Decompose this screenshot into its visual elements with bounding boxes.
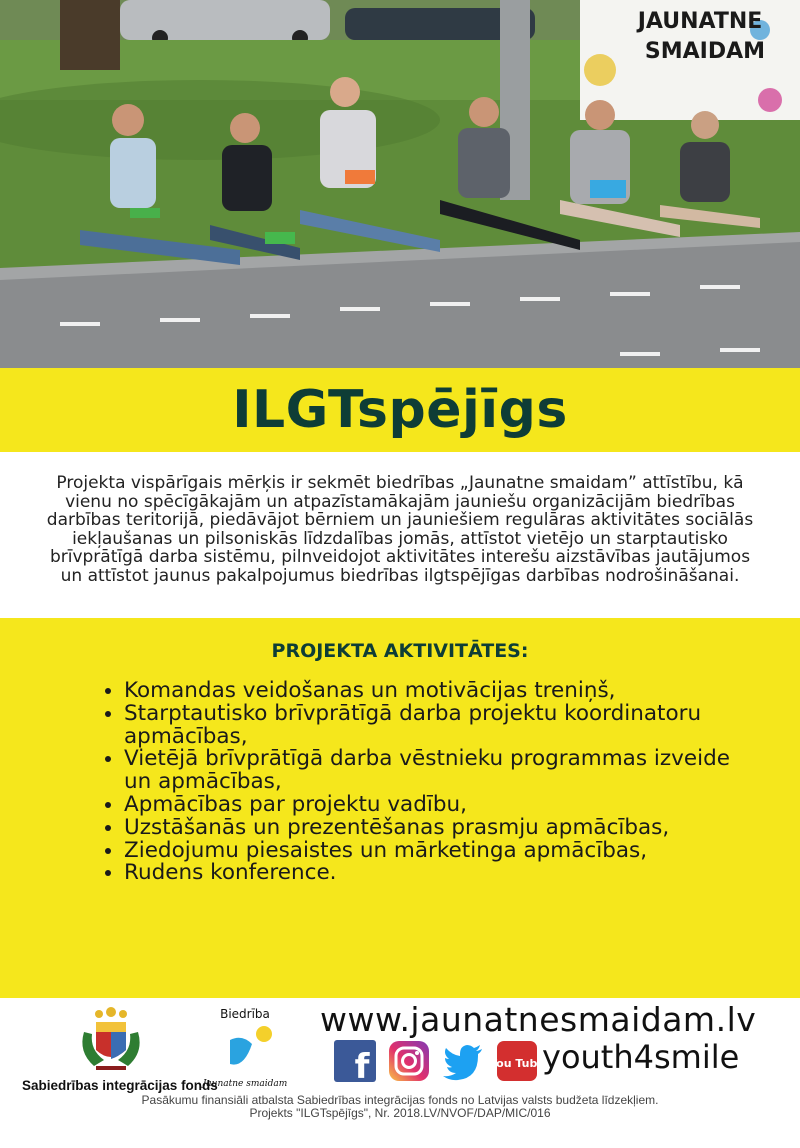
fund-name: Sabiedrības integrācijas fonds [22,1078,218,1093]
logo-top-text: Biedrība [220,1007,270,1021]
website-link[interactable]: www.jaunatnesmaidam.lv [320,1000,757,1039]
activity-item: • Komandas veidošanas un motivācijas treniņš, [124,680,744,703]
page-title: ILGTspējīgs [232,380,568,440]
activity-item: • Apmācības par projektu vadību, [124,794,744,817]
youtube-icon[interactable] [489,1040,545,1082]
club-logo-icon [200,1004,290,1090]
banner-text-1: JAUNATNE [637,9,763,34]
activity-item: • Rudens konference. [124,862,744,885]
title-band [0,368,800,452]
social-icons [334,1040,545,1087]
coat-of-arms-icon [74,1002,148,1076]
activities-list [100,680,744,885]
activity-item: • Uzstāšanās un prezentēšanas prasmju apmācības, [124,817,744,840]
funding-notice [0,1094,800,1119]
hero-photo [0,0,800,368]
funding-notice-line-2: Projekts "ILGTspējīgs", Nr. 2018.LV/NVOF/DAP/MIC/016 [249,1105,551,1120]
activities-section [0,618,800,998]
footer [0,998,800,1148]
logo-bottom-text: Jaunatne smaidam [202,1079,288,1089]
social-handle[interactable]: youth4smile [542,1038,740,1076]
activities-heading: PROJEKTA AKTIVITĀTES: [271,640,529,662]
funding-notice-line-1: Pasākumu finansiāli atbalsta Sabiedrības integrācijas fonds no Latvijas valsts budžeta līdzekļiem. [141,1093,659,1107]
youtube-glyph: You Tube [489,1057,545,1070]
activity-item: • Starptautisko brīvprātīgā darba projektu koordinatoru apmācības, [124,703,744,749]
banner-text-2: SMAIDAM [644,39,766,64]
twitter-icon[interactable] [442,1040,484,1082]
activity-item: • Ziedojumu piesaistes un mārketinga apmācības, [124,840,744,863]
instagram-icon[interactable] [388,1040,430,1082]
project-description: Projekta vispārīgais mērķis ir sekmēt biedrības „Jaunatne smaidam” attīstību, kā vienu no spēcīgākajām un atpazīstamākajām jauniešu organizācijām biedrības darbības teritorijā, piedāvājot bērniem un jauniešiem regulāras aktivitātes sociālās iekļaušanas un pilsoniskās līdzdalības jomās, attīstot vietējo un starptautisko brīvprātīgā darba sistēmu, pilnveidojot aktivitātes interešu aizstāvības jautājumos un attīstot jaunus pakalpojumus biedrības ilgtspējīgas darbības nodrošināšanai. [46,473,754,586]
facebook-glyph: f [354,1047,370,1087]
activity-item: • Vietējā brīvprātīgā darba vēstnieku programmas izveide un apmācības, [124,748,744,794]
facebook-icon[interactable] [334,1040,376,1087]
